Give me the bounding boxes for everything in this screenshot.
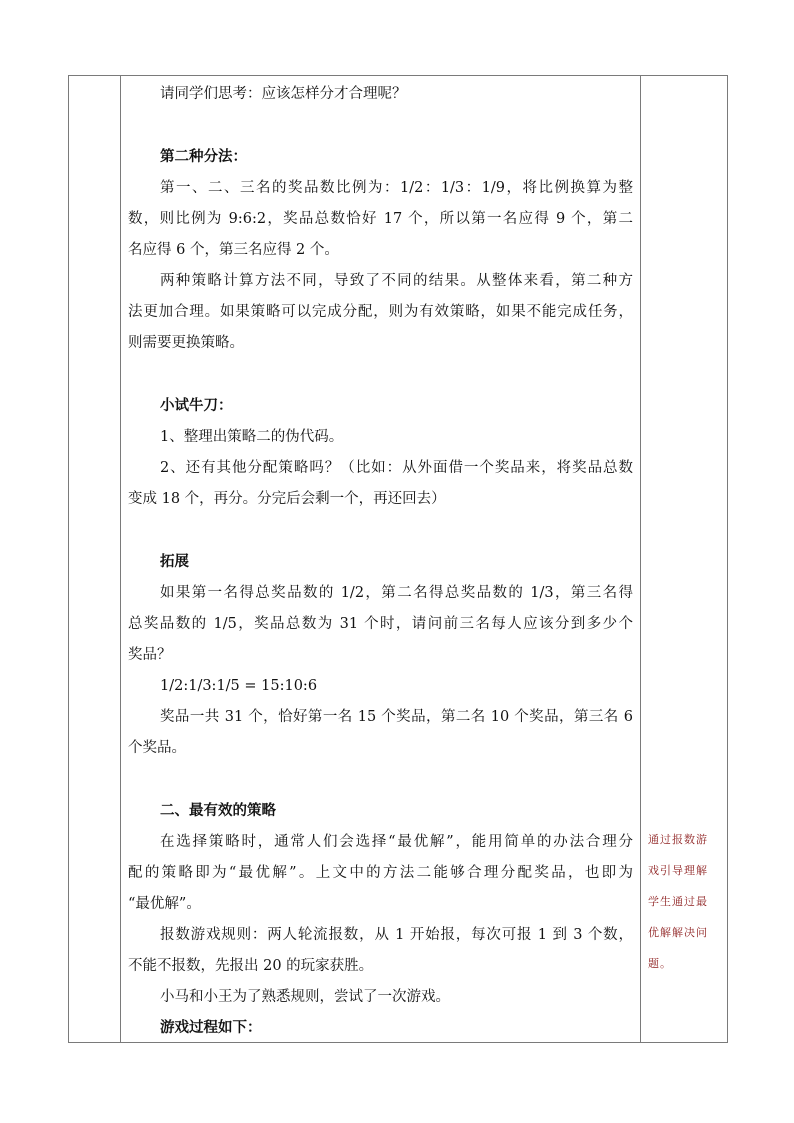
paragraph-line: 奖品一共 31 个，恰好第一名 15 个奖品，第二名 10 个奖品，第三名 6: [160, 709, 633, 725]
column-divider-left: [120, 76, 121, 1042]
paragraph-line: 则需要更换策略。: [128, 335, 244, 351]
paragraph-line: 不能不报数，先报出 20 的玩家获胜。: [128, 958, 374, 974]
paragraph-line: 数，则比例为 9:6:2，奖品总数恰好 17 个，所以第一名应得 9 个，第二: [128, 211, 633, 227]
list-item: 2、还有其他分配策略吗？（比如：从外面借一个奖品来，将奖品总数: [160, 460, 633, 476]
paragraph-line: 两种策略计算方法不同，导致了不同的结果。从整体来看，第二种方: [160, 273, 633, 289]
heading-game-process: 游戏过程如下：: [160, 1020, 262, 1036]
column-divider-right: [640, 76, 641, 1042]
heading-second-method: 第二种分法：: [160, 149, 247, 165]
paragraph-line: 小马和小王为了熟悉规则，尝试了一次游戏。: [160, 989, 450, 1005]
paragraph-line: 配的策略即为“最优解”。上文中的方法二能够合理分配奖品，也即为: [128, 865, 633, 881]
thinking-question: 请同学们思考：应该怎样分才合理呢？: [160, 86, 407, 102]
paragraph-line: 变成 18 个，再分。分完后会剩一个，再还回去）: [128, 491, 446, 507]
note-line: 题。: [648, 957, 672, 970]
paragraph-line: “最优解”。: [128, 896, 201, 912]
paragraph-line: 如果第一名得总奖品数的 1/2，第二名得总奖品数的 1/3，第三名得: [160, 585, 633, 601]
heading-try: 小试牛刀：: [160, 398, 233, 414]
paragraph-line: 个奖品。: [128, 740, 186, 756]
paragraph-line: 总奖品数的 1/5，奖品总数为 31 个时，请问前三名每人应该分到多少个: [128, 616, 633, 632]
note-line: 学生通过最: [648, 895, 708, 908]
paragraph-line: 报数游戏规则：两人轮流报数，从 1 开始报，每次可报 1 到 3 个数，: [160, 927, 633, 943]
ratio-formula: 1/2:1/3:1/5 = 15:10:6: [160, 678, 318, 694]
paragraph-line: 第一、二、三名的奖品数比例为：1/2：1/3：1/9，将比例换算为整: [160, 180, 633, 196]
paragraph-line: 奖品？: [128, 647, 172, 663]
paragraph-line: 法更加合理。如果策略可以完成分配，则为有效策略，如果不能完成任务，: [128, 304, 633, 320]
heading-extend: 拓展: [160, 554, 189, 570]
note-line: 优解解决问: [648, 926, 708, 939]
paragraph-line: 在选择策略时，通常人们会选择“最优解”，能用简单的办法合理分: [160, 834, 633, 850]
heading-best-strategy: 二、最有效的策略: [160, 803, 276, 819]
list-item: 1、整理出策略二的伪代码。: [160, 429, 344, 445]
note-line: 通过报数游: [648, 833, 708, 846]
paragraph-line: 名应得 6 个，第三名应得 2 个。: [128, 242, 339, 258]
note-line: 戏引导理解: [648, 864, 708, 877]
